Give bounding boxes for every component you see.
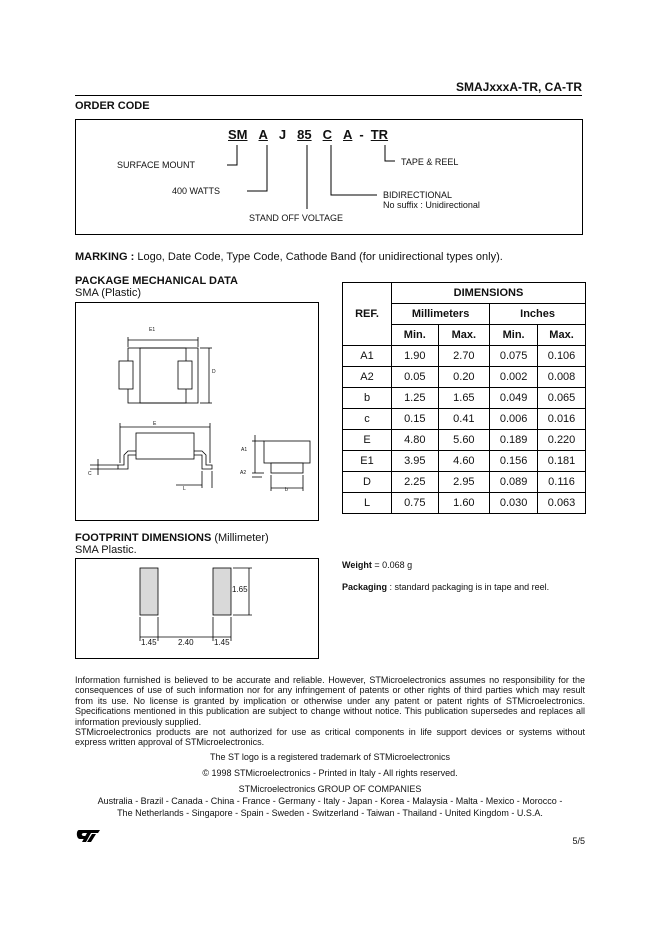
footprint-gap-label: 2.40 (178, 638, 194, 647)
lead-left-top (119, 361, 133, 389)
packaging-label: Packaging (342, 582, 388, 592)
value-cell: 0.41 (438, 409, 490, 430)
value-cell: 0.006 (490, 409, 538, 430)
body-side-view (136, 433, 194, 459)
package-drawing (76, 303, 316, 518)
label-no-suffix: No suffix : Unidirectional (383, 200, 480, 210)
table-row (343, 451, 586, 472)
table-row (343, 409, 586, 430)
page-number: 5/5 (572, 836, 585, 846)
ref-cell: A2 (343, 367, 392, 388)
value-cell: 0.075 (490, 346, 538, 367)
in-min-header: Min. (490, 325, 538, 346)
lead-left-side (118, 451, 136, 469)
code-part-a: A (258, 127, 268, 142)
countries-line-1: Australia - Brazil - Canada - China - France - Germany - Italy - Japan - Korea - Malaysia - Malta - Mexico - Morocco - (97, 796, 563, 806)
label-tape-reel: TAPE & REEL (401, 157, 459, 167)
table-row (343, 367, 586, 388)
table-row (343, 346, 586, 367)
label-surface-mount: SURFACE MOUNT (117, 160, 196, 170)
table-row (343, 388, 586, 409)
inches-header: Inches (490, 304, 586, 325)
value-cell: 4.80 (392, 430, 439, 451)
footprint-pad-right-label: 1.45 (214, 638, 230, 647)
table-row (343, 472, 586, 493)
value-cell: 1.90 (392, 346, 439, 367)
mm-max-header: Max. (438, 325, 490, 346)
value-cell: 0.156 (490, 451, 538, 472)
value-cell: 0.15 (392, 409, 439, 430)
legal-notice (75, 675, 585, 748)
dimensions-header: DIMENSIONS (392, 283, 586, 304)
ref-cell: E1 (343, 451, 392, 472)
dim-label-e: E (153, 421, 157, 427)
dim-label-b: b (285, 487, 288, 493)
value-cell: 2.95 (438, 472, 490, 493)
marking-label: MARKING : (75, 251, 135, 263)
legal-paragraph-2: STMicroelectronics products are not authorized for use as critical components in life support devices or systems without express written approval of STMicroelectronics. (75, 727, 585, 748)
countries-line-2: The Netherlands - Singapore - Spain - Sweden - Switzerland - Taiwan - Thailand - United Kingdom - U.S.A. (117, 808, 543, 818)
dimensions-rows (343, 346, 586, 514)
value-cell: 0.065 (538, 388, 586, 409)
ref-cell: A1 (343, 346, 392, 367)
dim-label-a1: A1 (241, 447, 248, 453)
value-cell: 4.60 (438, 451, 490, 472)
dim-label-c: C (88, 471, 92, 477)
code-part-j: J (278, 127, 287, 142)
weight-value: = 0.068 g (371, 560, 413, 570)
code-part-voltage: 85 (297, 127, 312, 142)
ref-header: REF. (343, 283, 392, 346)
legal-paragraph-1: Information furnished is believed to be accurate and reliable. However, STMicroelectronics assumes no responsibility for the consequences of use of such information nor for any infringement of patents or other rights of third parties which may result from its use. No license is granted by implication or otherwise under any patent or patent rights of STMicroelectronics. Specifications mentioned in this publication are subject to change without notice. This publication supersedes and replaces all information previously supplied. (75, 675, 585, 727)
value-cell: 1.25 (392, 388, 439, 409)
value-cell: 5.60 (438, 430, 490, 451)
code-part-sm: SM (228, 127, 248, 142)
footprint-height-label: 1.65 (232, 585, 248, 594)
value-cell: 0.002 (490, 367, 538, 388)
body-end-view (264, 441, 310, 463)
in-max-header: Max. (538, 325, 586, 346)
ref-cell: D (343, 472, 392, 493)
label-watts: 400 WATTS (172, 186, 221, 196)
value-cell: 1.60 (438, 493, 490, 514)
group-line: STMicroelectronics GROUP OF COMPANIES (238, 784, 422, 794)
leader-bidirectional (331, 145, 377, 195)
value-cell: 0.20 (438, 367, 490, 388)
weight-line (342, 560, 412, 570)
package-title: PACKAGE MECHANICAL DATA (75, 275, 238, 287)
footprint-pad-right (213, 568, 231, 615)
footprint-pad-left (140, 568, 158, 615)
leader-tape-reel (385, 145, 395, 161)
marking-text: Logo, Date Code, Type Code, Cathode Band (for unidirectional types only). (134, 251, 503, 263)
value-cell: 3.95 (392, 451, 439, 472)
value-cell: 0.030 (490, 493, 538, 514)
ref-cell: c (343, 409, 392, 430)
footprint-title: FOOTPRINT DIMENSIONS (75, 532, 212, 544)
value-cell: 0.106 (538, 346, 586, 367)
ref-cell: L (343, 493, 392, 514)
value-cell: 0.189 (490, 430, 538, 451)
dim-label-l: L (183, 486, 186, 492)
value-cell: 0.181 (538, 451, 586, 472)
marking-line (75, 251, 503, 263)
packaging-value: : standard packaging is in tape and reel. (387, 582, 550, 592)
value-cell: 0.008 (538, 367, 586, 388)
millimeters-header: Millimeters (392, 304, 490, 325)
lead-right-side (194, 451, 212, 469)
copyright-line: © 1998 STMicroelectronics - Printed in Italy - All rights reserved. (202, 768, 458, 778)
code-part-tr: TR (370, 127, 389, 142)
value-cell: 0.05 (392, 367, 439, 388)
table-row (343, 430, 586, 451)
header-rule (75, 95, 582, 96)
code-part-a2: A (342, 127, 353, 142)
footprint-pad-left-label: 1.45 (141, 638, 157, 647)
dimensions-table (342, 282, 586, 514)
code-part-c: C (322, 127, 332, 142)
footprint-title-line (75, 532, 269, 544)
order-code-title: ORDER CODE (75, 100, 150, 112)
dim-label-a2: A2 (240, 470, 247, 476)
ref-cell: E (343, 430, 392, 451)
footprint-title-suffix: (Millimeter) (211, 532, 269, 544)
packaging-line (342, 582, 549, 592)
st-logo-icon (76, 828, 102, 844)
value-cell: 0.220 (538, 430, 586, 451)
trademark-line: The ST logo is a registered trademark of STMicroelectronics (210, 752, 450, 762)
value-cell: 0.016 (538, 409, 586, 430)
label-bidirectional: BIDIRECTIONAL (383, 190, 453, 200)
value-cell: 2.25 (392, 472, 439, 493)
value-cell: 2.70 (438, 346, 490, 367)
label-standoff: STAND OFF VOLTAGE (249, 213, 344, 223)
value-cell: 0.089 (490, 472, 538, 493)
value-cell: 0.063 (538, 493, 586, 514)
value-cell: 0.75 (392, 493, 439, 514)
weight-label: Weight (342, 560, 372, 570)
dim-label-d: D (212, 369, 216, 375)
value-cell: 0.116 (538, 472, 586, 493)
footprint-drawing (76, 559, 316, 656)
footprint-subtitle: SMA Plastic. (75, 544, 137, 556)
mm-min-header: Min. (392, 325, 439, 346)
value-cell: 1.65 (438, 388, 490, 409)
code-part-dash: - (359, 127, 364, 142)
lead-right-top (178, 361, 192, 389)
dim-label-e1: E1 (149, 327, 156, 333)
leader-surface-mount (227, 145, 237, 165)
table-row (343, 493, 586, 514)
value-cell: 0.049 (490, 388, 538, 409)
document-title: SMAJxxxA-TR, CA-TR (455, 80, 582, 94)
package-subtitle: SMA (Plastic) (75, 287, 142, 299)
ref-cell: b (343, 388, 392, 409)
leader-watts (247, 145, 267, 191)
